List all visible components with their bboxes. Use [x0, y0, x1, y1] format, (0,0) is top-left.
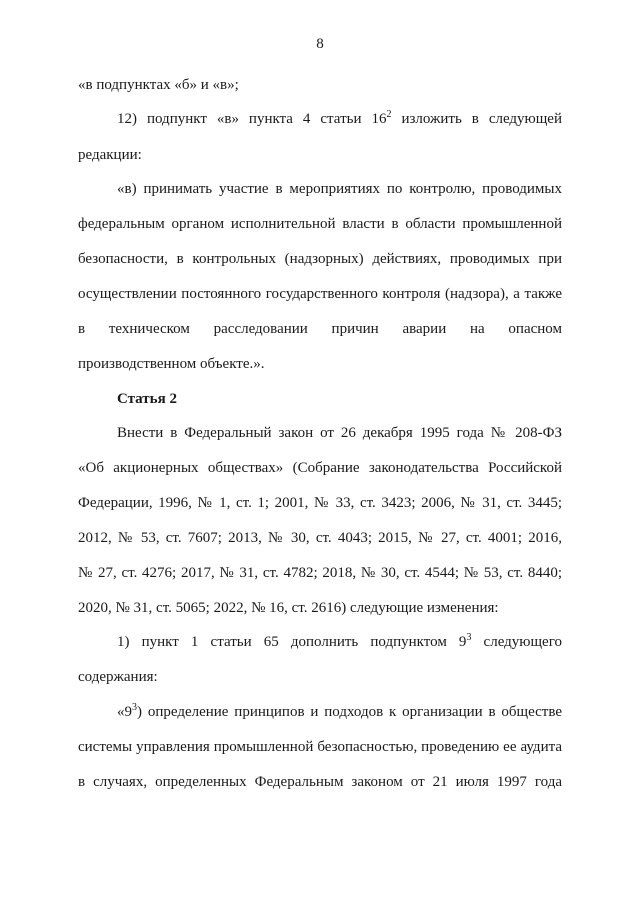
- text-line: [117, 633, 562, 651]
- text-line: [78, 494, 562, 512]
- text-span: 2020, № 31, ст. 5065; 2022, № 16, ст. 2616) следующие изменения:: [78, 600, 499, 616]
- text-line: [78, 773, 562, 791]
- text-span: 12) подпункт «в» пункта 4 статьи 16: [117, 111, 387, 127]
- text-span: в техническом расследовании причин аварии на опасном: [78, 321, 562, 337]
- text-span: Федерации, 1996, № 1, ст. 1; 2001, № 33, ст. 3423; 2006, № 31, ст. 3445;: [78, 495, 562, 511]
- text-line: [117, 424, 562, 442]
- text-span: редакции:: [78, 147, 142, 163]
- text-span: «в подпунктах «б» и «в»;: [78, 77, 239, 93]
- text-line: [78, 668, 562, 686]
- text-line: [78, 320, 562, 338]
- text-span: осуществлении постоянного государственного контроля (надзора), а также: [78, 286, 562, 302]
- text-span: ) определение принципов и подходов к организации в обществе: [137, 704, 562, 720]
- text-span: содержания:: [78, 669, 158, 685]
- text-span: системы управления промышленной безопасностью, проведению ее аудита: [78, 739, 562, 755]
- superscript: 3: [466, 632, 472, 643]
- text-line: [78, 599, 562, 617]
- text-line: [78, 285, 562, 303]
- page-number: 8: [316, 36, 324, 52]
- text-span: «в) принимать участие в мероприятиях по контролю, проводимых: [117, 181, 562, 197]
- text-line: [78, 459, 562, 477]
- text-line: [78, 529, 562, 547]
- text-span: Внести в Федеральный закон от 26 декабря 1995 года № 208-ФЗ: [117, 425, 562, 441]
- text-line: [117, 703, 562, 721]
- text-span: федеральным органом исполнительной власти в области промышленной: [78, 216, 562, 232]
- text-span: в случаях, определенных Федеральным законом от 21 июля 1997 года: [78, 774, 562, 790]
- text-span: 1) пункт 1 статьи 65 дополнить подпунктом 9: [117, 634, 467, 650]
- text-span: № 27, ст. 4276; 2017, № 31, ст. 4782; 2018, № 30, ст. 4544; № 53, ст. 8440;: [78, 565, 562, 581]
- text-line: [78, 76, 562, 94]
- text-line: [78, 738, 562, 756]
- text-line: [78, 355, 562, 373]
- text-line: [78, 146, 562, 164]
- text-span: безопасности, в контрольных (надзорных) действиях, проводимых при: [78, 251, 562, 267]
- text-line: [78, 564, 562, 582]
- text-span: изложить в следующей: [391, 111, 562, 127]
- superscript: 3: [132, 702, 137, 713]
- text-span: «Об акционерных обществах» (Собрание законодательства Российской: [78, 460, 562, 476]
- text-line: [78, 215, 562, 233]
- text-span: Статья 2: [117, 391, 177, 407]
- text-span: производственном объекте.».: [78, 356, 265, 372]
- text-span: 2012, № 53, ст. 7607; 2013, № 30, ст. 4043; 2015, № 27, ст. 4001; 2016,: [78, 530, 562, 546]
- text-line: [117, 180, 562, 198]
- article-heading: [117, 390, 562, 408]
- text-span: следующего: [471, 634, 562, 650]
- text-line: [78, 250, 562, 268]
- text-span: «9: [117, 704, 132, 720]
- superscript: 2: [386, 109, 392, 120]
- text-line: [117, 110, 562, 128]
